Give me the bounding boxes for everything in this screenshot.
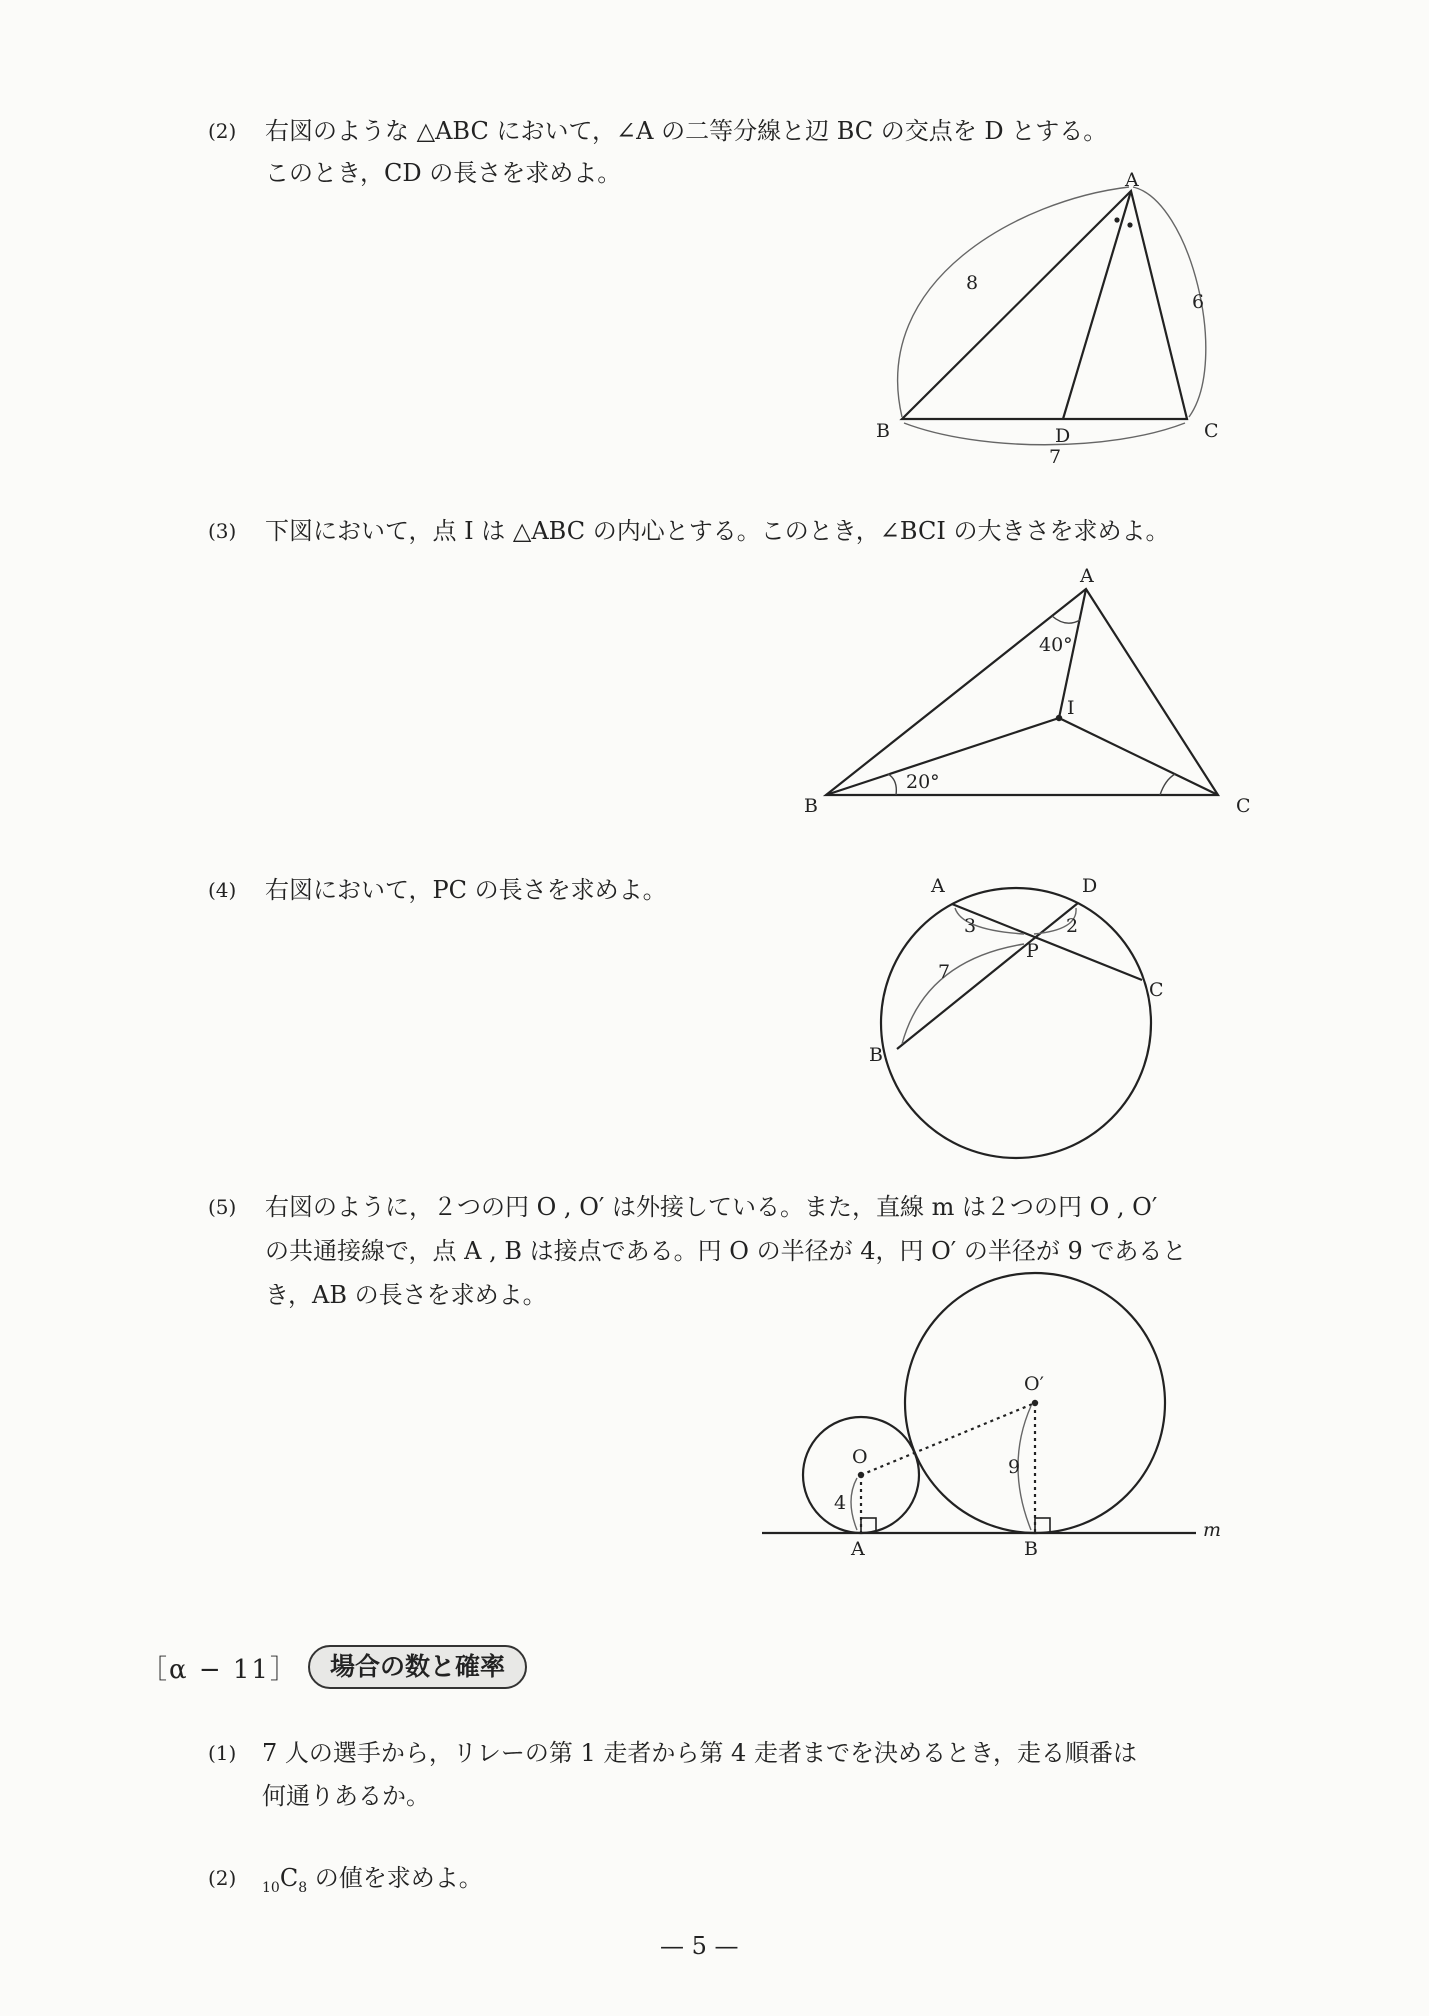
problem-5-text-line2: の共通接線で，点 A , B は接点である。円 O の半径が 4，円 O′ の半径が 9 であると — [265, 1237, 1187, 1265]
combination-n: 10 — [262, 1879, 280, 1896]
label-c: C — [1236, 795, 1251, 817]
center-o-prime — [1032, 1400, 1038, 1406]
label-line-m: m — [1203, 1519, 1222, 1541]
right-angle-b — [1035, 1518, 1050, 1533]
label-a: A — [851, 1538, 865, 1560]
section-q2-text — [262, 1857, 483, 1909]
combination-symbol: C — [279, 1864, 299, 1892]
label-b: B — [876, 420, 890, 442]
section-title-badge: 場合の数と確率 — [308, 1645, 527, 1689]
radius-9-value: 9 — [1008, 1456, 1021, 1478]
section-code: ［α − 11］ — [141, 1654, 298, 1685]
center-o — [858, 1472, 864, 1478]
radius-4-value: 4 — [834, 1492, 847, 1514]
problem-5-number: (5) — [208, 1195, 237, 1219]
label-a: A — [1125, 169, 1139, 191]
angle-b-value: 20° — [906, 771, 940, 793]
arc-r1 — [851, 1478, 857, 1530]
section-header — [141, 1644, 527, 1690]
page-number: — 5 — — [660, 1932, 739, 1960]
problem-3-text-line1: 下図において，点 I は △ABC の内心とする。このとき，∠BCI の大きさを求めよ。 — [265, 517, 1170, 545]
label-b: B — [1024, 1538, 1038, 1560]
label-p: P — [1026, 940, 1039, 962]
label-b: B — [869, 1044, 883, 1066]
label-a: A — [931, 875, 945, 897]
length-ap: 3 — [964, 915, 977, 937]
length-ac: 6 — [1192, 291, 1205, 313]
length-dp: 2 — [1066, 915, 1079, 937]
problem-3-number: (3) — [208, 519, 237, 543]
problem-5-text-line3: き，AB の長さを求めよ。 — [265, 1281, 547, 1309]
label-i: I — [1067, 697, 1075, 719]
label-c: C — [1149, 979, 1164, 1001]
problem-2-text-line2: このとき，CD の長さを求めよ。 — [265, 159, 622, 187]
problem-2-text-line1: 右図のような △ABC において，∠A の二等分線と辺 BC の交点を D とする。 — [265, 117, 1108, 145]
section-q2-suffix: の値を求めよ。 — [307, 1864, 483, 1892]
angle-a-value: 40° — [1039, 634, 1073, 656]
label-o: O — [852, 1446, 868, 1468]
problem-2-number: (2) — [208, 119, 237, 143]
problem-4-number: (4) — [208, 878, 237, 902]
section-q2-number: (2) — [208, 1866, 237, 1890]
problem-5-text-line1: 右図のように，２つの円 O , O′ は外接している。また，直線 m は２つの円 O , O′ — [265, 1193, 1158, 1221]
label-c: C — [1204, 420, 1219, 442]
length-bc: 7 — [1049, 446, 1062, 468]
section-q1-number: (1) — [208, 1741, 237, 1765]
label-o-prime: O′ — [1024, 1373, 1044, 1395]
length-ab: 8 — [966, 272, 979, 294]
length-bp: 7 — [938, 961, 951, 983]
problem-4-text-line1: 右図において，PC の長さを求めよ。 — [265, 876, 667, 904]
label-a: A — [1080, 565, 1094, 587]
label-d: D — [1055, 425, 1071, 447]
label-d: D — [1082, 875, 1098, 897]
combination-r: 8 — [298, 1879, 308, 1896]
label-b: B — [804, 795, 818, 817]
section-q1-text-line1: 7 人の選手から，リレーの第 1 走者から第 4 走者までを決めるとき，走る順番は — [262, 1739, 1137, 1767]
section-q1-text-line2: 何通りあるか。 — [262, 1782, 430, 1810]
